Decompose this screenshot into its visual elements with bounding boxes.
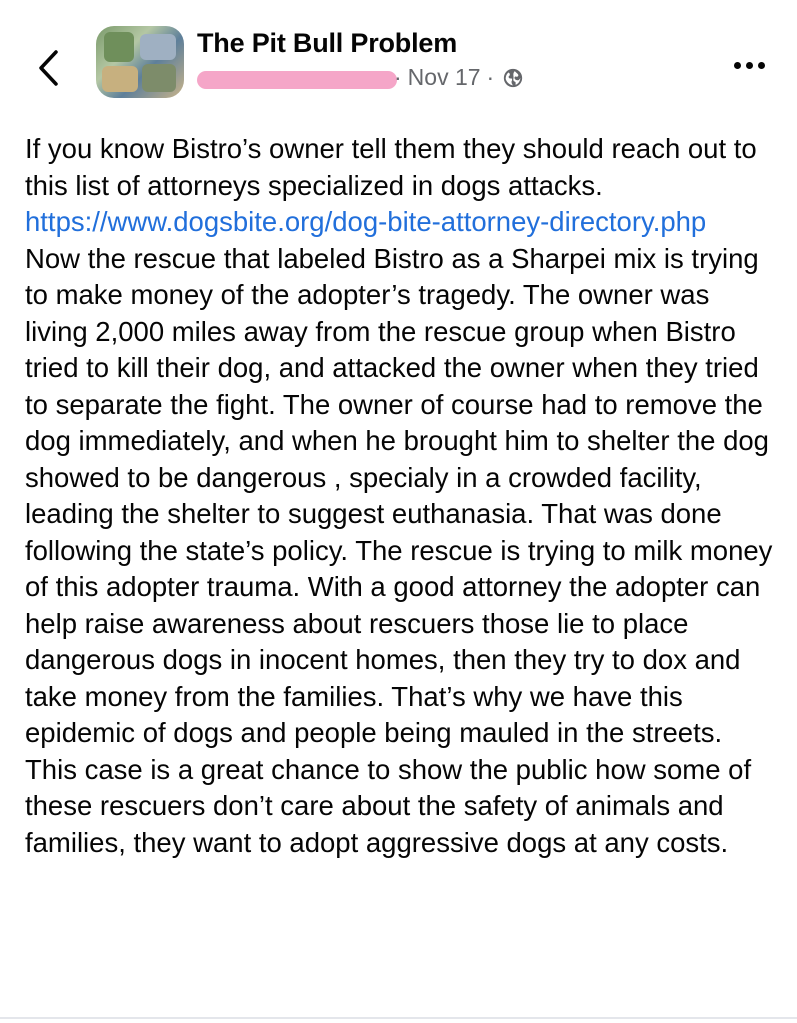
globe-icon xyxy=(502,67,524,89)
redacted-author-name xyxy=(197,71,397,89)
post-intro-text: If you know Bistro’s owner tell them they should reach out to this list of attorneys specialized in dogs attacks. xyxy=(25,133,757,201)
post-paragraph-main: Now the rescue that labeled Bistro as a Sharpei mix is trying to make money of the adopter’s tragedy. The owner was living 2,000 miles away from the rescue group when Bistro tried to kill their dog, and attacked the owner when they tried to separate the fight. The owner of course had to remove the dog immediately, and when he brought him to shelter the dog showed to be dangerous , specialy in a crowded facility, leading the shelter to suggest euthanasia. That was done following the state’s policy. The rescue is trying to milk money of this adopter trauma. With a good attorney the adopter can help raise awareness about rescuers those lie to place dangerous dogs in inocent homes, then they try to dox and take money from the families. That’s why we have this epidemic of dogs and people being mauled in the streets. This case is a great chance to show the public how some of these rescuers don’t care about the safety of animals and families, they want to adopt aggressive dogs at any costs. xyxy=(25,242,773,858)
post-body xyxy=(25,131,777,861)
back-button[interactable] xyxy=(30,48,66,88)
more-options-button[interactable] xyxy=(727,50,771,80)
post-paragraph-intro xyxy=(25,131,777,241)
post-date[interactable]: Nov 17 xyxy=(407,64,481,90)
more-horizontal-icon xyxy=(758,62,765,69)
post-meta xyxy=(394,64,524,91)
page-avatar[interactable] xyxy=(96,26,184,98)
post-header xyxy=(0,0,797,120)
chevron-left-icon xyxy=(37,49,59,87)
more-horizontal-icon xyxy=(746,62,753,69)
attorney-directory-link[interactable]: https://www.dogsbite.org/dog-bite-attorney-directory.php xyxy=(25,206,707,237)
meta-separator: · xyxy=(486,64,495,90)
bottom-divider xyxy=(0,1017,797,1019)
meta-separator: · xyxy=(394,64,402,90)
page-title[interactable]: The Pit Bull Problem xyxy=(197,28,458,58)
more-horizontal-icon xyxy=(734,62,741,69)
